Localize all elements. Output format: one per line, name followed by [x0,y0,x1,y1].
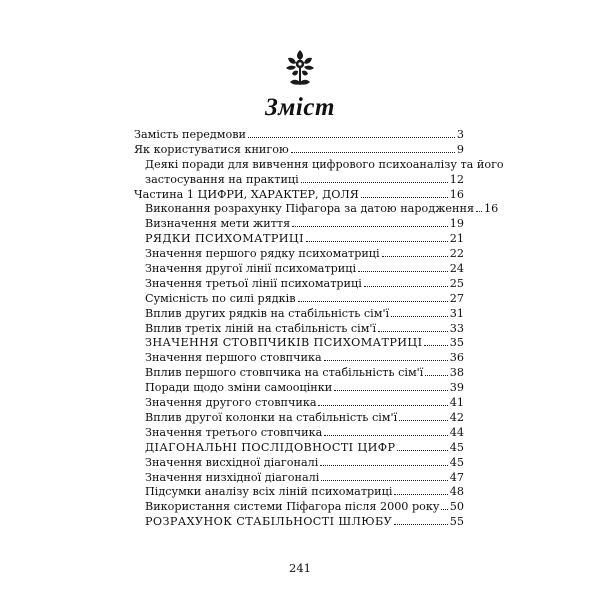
toc-entry-page: 21 [449,232,464,246]
dot-leader [318,405,447,406]
dot-leader [397,450,447,451]
toc-entry[interactable] [145,336,464,351]
toc-entry-title: Підсумки аналізу всіх ліній психоматриці [145,485,393,499]
table-of-contents [134,128,504,530]
toc-entry[interactable] [145,157,504,188]
toc-entry[interactable] [145,471,464,486]
toc-entry-title: Виконання розрахунку Піфагора за датою народження [145,202,475,216]
dot-leader [321,480,447,481]
dot-leader [394,524,448,525]
toc-entry-title: Вплив другої колонки на стабільність сім'ї [145,410,398,424]
dot-leader [306,241,448,242]
toc-entry-page: 45 [449,440,464,454]
toc-entry-title: Вплив других рядків на стабільність сім'ї [145,306,390,320]
toc-entry-title-line1: Деякі поради для вивчення цифрового психоаналізу та його [145,157,504,171]
toc-entry[interactable] [145,351,464,366]
dot-leader [320,465,447,466]
toc-entry[interactable] [145,456,464,471]
dot-leader [424,345,447,346]
toc-entry[interactable] [145,515,464,530]
toc-entry-page: 42 [449,410,464,424]
toc-entry[interactable] [134,188,464,203]
toc-entry-title: Значення висхідної діагоналі [145,455,319,469]
toc-entry-title: Поради щодо зміни самооцінки [145,381,333,395]
toc-entry-title: Використання системи Піфагора після 2000 року [145,500,440,514]
toc-entry[interactable] [145,262,464,277]
dot-leader [378,331,448,332]
toc-entry-page: 16 [484,202,499,216]
toc-entry-title: Значення третьої лінії психоматриці [145,276,362,290]
dot-leader [301,182,448,183]
dot-leader [441,509,447,510]
toc-entry-title: Значення першого стовпчика [145,351,322,365]
toc-entry[interactable] [145,426,464,441]
dot-leader [324,435,448,436]
toc-entry-page: 12 [449,172,464,186]
toc-entry-page: 24 [449,262,464,276]
dot-leader [476,211,482,212]
toc-entry[interactable] [145,217,464,232]
toc-entry-page: 39 [449,381,464,395]
toc-entry[interactable] [134,128,464,143]
toc-entry-title: ЗНАЧЕННЯ СТОВПЧИКІВ ПСИХОМАТРИЦІ [145,336,423,350]
dot-leader [358,271,448,272]
toc-entry-title: Як користуватися книгою [134,142,289,156]
dot-leader [298,301,448,302]
toc-entry-title: ДІАГОНАЛЬНІ ПОСЛІДОВНОСТІ ЦИФР [145,440,396,454]
toc-entry[interactable] [145,411,464,426]
toc-entry-page: 36 [449,351,464,365]
toc-entry-page: 50 [449,500,464,514]
dot-leader [324,360,448,361]
toc-entry-title: Вплив третіх ліній на стабільність сім'ї [145,321,377,335]
toc-entry[interactable] [145,396,464,411]
dot-leader [248,137,455,138]
toc-entry-page: 19 [449,217,464,231]
toc-entry[interactable] [145,232,464,247]
dot-leader [334,390,448,391]
toc-entry-page: 45 [449,455,464,469]
toc-entry-title: Вплив першого стовпчика на стабільність сім'ї [145,366,424,380]
toc-entry-page: 9 [456,142,464,156]
toc-entry-title: Значення першого рядку психоматриці [145,247,380,261]
toc-entry[interactable] [145,322,464,337]
dot-leader [291,152,455,153]
floral-ornament-icon [276,44,324,92]
dot-leader [394,494,447,495]
toc-entry-title: Значення другої лінії психоматриці [145,262,357,276]
toc-entry-page: 16 [449,187,464,201]
toc-entry-page: 22 [449,247,464,261]
toc-entry[interactable] [145,247,464,262]
toc-entry-page: 25 [449,276,464,290]
toc-entry-title: РОЗРАХУНОК СТАБІЛЬНОСТІ ШЛЮБУ [145,515,393,529]
dot-leader [292,226,448,227]
toc-entry-title: Значення низхідної діагоналі [145,470,320,484]
page-number: 241 [289,561,311,575]
page-title: Зміст [265,94,335,121]
toc-entry-title: Визначення мети життя [145,217,291,231]
toc-entry[interactable] [145,500,464,515]
toc-entry[interactable] [145,381,464,396]
dot-leader [364,286,448,287]
toc-entry-title: РЯДКИ ПСИХОМАТРИЦІ [145,232,304,246]
toc-entry-page: 27 [449,291,464,305]
toc-entry-page: 48 [449,485,464,499]
toc-entry-page: 35 [449,336,464,350]
toc-entry-page: 44 [449,425,464,439]
dot-leader [361,197,448,198]
toc-entry[interactable] [145,202,499,217]
toc-entry-page: 33 [449,321,464,335]
toc-entry[interactable] [145,485,464,500]
toc-entry-page: 55 [449,515,464,529]
toc-entry[interactable] [145,441,464,456]
toc-entry-title: Сумісність по силі рядків [145,291,296,305]
toc-entry-page: 41 [449,396,464,410]
toc-entry-page: 31 [449,306,464,320]
dot-leader [425,375,447,376]
toc-entry-page: 3 [456,128,464,141]
toc-entry[interactable] [145,307,464,322]
toc-entry-title: Значення третього стовпчика [145,425,323,439]
toc-entry-title: застосування на практиці [145,172,299,186]
toc-entry[interactable] [145,366,464,381]
toc-entry-title: Значення другого стовпчика [145,396,317,410]
toc-entry[interactable] [134,143,464,158]
toc-entry-page: 47 [449,470,464,484]
toc-entry-page: 38 [449,366,464,380]
dot-leader [391,316,448,317]
toc-entry[interactable] [145,292,464,307]
toc-entry-title: Замість передмови [134,128,246,141]
toc-entry-title: Частина 1 ЦИФРИ, ХАРАКТЕР, ДОЛЯ [134,187,359,201]
dot-leader [399,420,448,421]
toc-entry[interactable] [145,277,464,292]
dot-leader [382,256,448,257]
